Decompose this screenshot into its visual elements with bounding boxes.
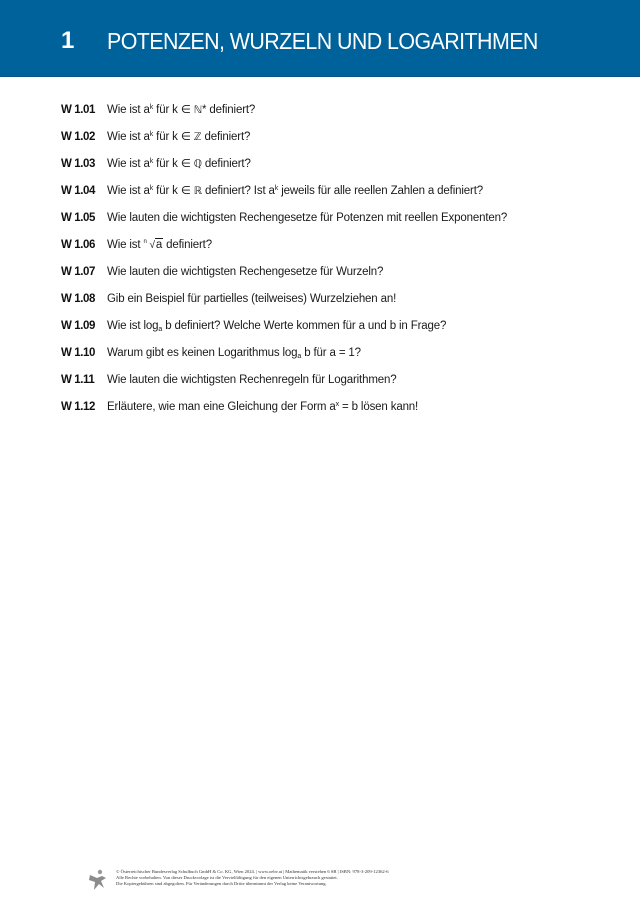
question-item (61, 344, 361, 362)
question-id: W 1.10 (61, 347, 96, 359)
question-text: Wie ist $\log_a b$ definiert? Welche Werte kommen für a und b in Frage? (107, 320, 447, 333)
question-item (61, 371, 397, 389)
question-id: W 1.08 (61, 293, 96, 305)
question-item (61, 182, 483, 200)
nth-root: n √a (143, 239, 163, 251)
question-text: Wie ist n √a definiert? (107, 236, 212, 255)
question-item (61, 128, 250, 146)
question-id: W 1.04 (61, 185, 96, 197)
question-text: Wie ist $a^k$ für k ∈ ℝ definiert? Ist $a^k$ jeweils für alle reellen Zahlen a definiert? (107, 185, 483, 197)
question-text: Wie ist $a^k$ für k ∈ ℚ definiert? (107, 158, 251, 170)
publisher-logo-icon (88, 869, 108, 891)
question-text: Warum gibt es keinen Logarithmus $\log_a b$ für a = 1? (107, 347, 361, 360)
question-item (61, 155, 251, 173)
question-id: W 1.11 (61, 374, 95, 386)
question-item (61, 263, 383, 281)
question-text: Wie lauten die wichtigsten Rechenregeln für Logarithmen? (107, 374, 397, 386)
copyright-text: © Österreichischer Bundesverlag Schulbuch GmbH & Co. KG, Wien 2024. | www.oebv.at | Mathematik verstehen 6 SB | ISBN: 978-3-209-12362-6 Alle Rechte vorbehalten. Von dieser Druckvorlage ist die Vervielfältigung für den eigenen Unterrichtsgebrauch gestattet. Die Kopiergebühren sind abgegolten. Für Veränderungen durch Dritte übernimmt der Verlag keine Verantwortung. (116, 869, 389, 886)
question-id: W 1.09 (61, 320, 96, 332)
question-item (61, 317, 446, 335)
chapter-header (0, 0, 640, 77)
question-id: W 1.07 (61, 266, 96, 278)
question-id: W 1.06 (61, 239, 96, 251)
question-id: W 1.02 (61, 131, 96, 143)
question-item (61, 209, 507, 227)
question-text: Gib ein Beispiel für partielles (teilweises) Wurzelziehen an! (107, 293, 397, 305)
question-text: Wie lauten die wichtigsten Rechengesetze für Potenzen mit reellen Exponenten? (107, 212, 508, 224)
chapter-title: POTENZEN, WURZELN UND LOGARITHMEN (107, 28, 538, 54)
question-text: Wie ist $a^k$ für k ∈ ℤ definiert? (107, 131, 251, 143)
question-id: W 1.01 (61, 104, 96, 116)
question-item (61, 101, 255, 119)
chapter-number: 1 (61, 27, 75, 54)
question-id: W 1.05 (61, 212, 96, 224)
question-item (61, 398, 418, 416)
question-id: W 1.12 (61, 401, 96, 413)
question-text: Wie ist $a^k$ für k ∈ ℕ* definiert? (107, 104, 256, 116)
question-item (61, 290, 396, 308)
question-id: W 1.03 (61, 158, 96, 170)
question-item (61, 236, 212, 254)
question-text: Wie lauten die wichtigsten Rechengesetze für Wurzeln? (107, 266, 384, 278)
question-text: Erläutere, wie man eine Gleichung der Form $a^x = b$ lösen kann! (107, 401, 419, 413)
copyright-footer (88, 867, 488, 895)
